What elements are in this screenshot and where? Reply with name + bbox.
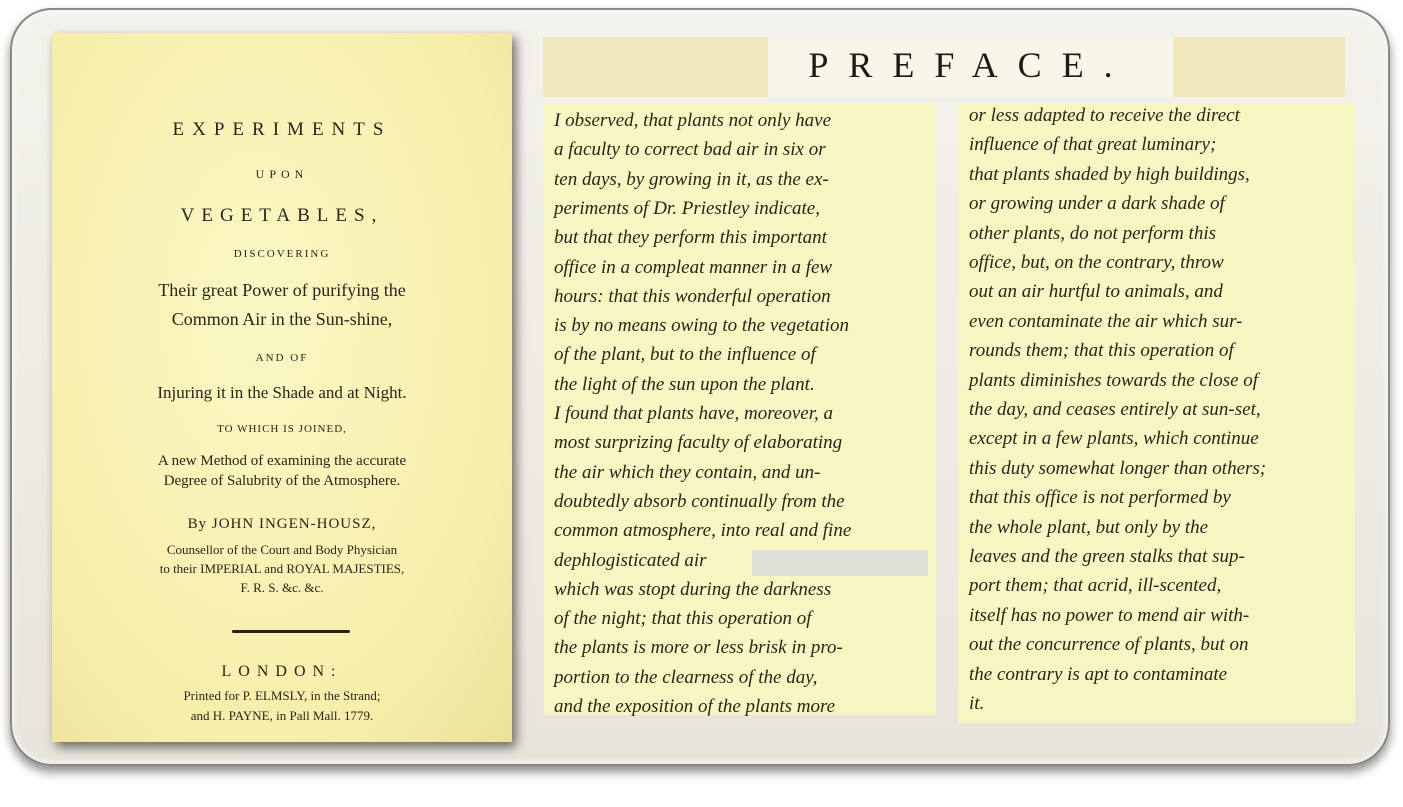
preface-text-line: portion to the clearness of the day,	[554, 666, 818, 688]
preface-text-line: it.	[969, 693, 985, 714]
preface-text-line: out the concurrence of plants, but on	[969, 634, 1249, 656]
preface-text-line: the plants is more or less brisk in pro-	[554, 637, 843, 659]
preface-text-line: even contaminate the air which sur-	[969, 310, 1243, 332]
method-line-2: Degree of Salubrity of the Atmosphere.	[163, 473, 401, 489]
preface-title: PREFACE.	[808, 45, 1133, 85]
preface-text-line: I found that plants have, moreover, a	[554, 403, 833, 424]
divider-rule	[232, 630, 350, 633]
preface-text-line: or less adapted to receive the direct	[969, 105, 1240, 126]
method-line-1: A new Method of examining the accurate	[157, 453, 407, 469]
subtitle-line-1: Their great Power of purifying the	[158, 280, 406, 300]
preface-text-line: that this office is not performed by	[969, 487, 1231, 509]
preface-text-line: influence of that great luminary;	[969, 134, 1217, 156]
preface-text-line: the contrary is apt to contaminate	[969, 663, 1228, 685]
preface-text-line: the day, and ceases entirely at sun-set,	[969, 399, 1261, 420]
preface-text-line: except in a few plants, which continue	[969, 428, 1259, 450]
title-vegetables: VEGETABLES,	[180, 205, 384, 226]
subtitle-line-3: Injuring it in the Shade and at Night.	[157, 383, 407, 402]
preface-text-line: rounds them; that this operation of	[969, 340, 1234, 362]
preface-text-line: out an air hurtful to animals, and	[969, 281, 1223, 303]
author-line: By JOHN INGEN-HOUSZ,	[187, 516, 377, 532]
preface-text-line: itself has no power to mend air with-	[969, 604, 1250, 626]
preface-text-line: other plants, do not perform this	[969, 222, 1217, 244]
title-experiments: EXPERIMENTS	[172, 119, 392, 140]
title-upon: UPON	[255, 167, 309, 181]
preface-text-line: common atmosphere, into real and fine	[554, 520, 852, 542]
preface-text-line: the whole plant, but only by the	[969, 516, 1209, 538]
preface-text-line: office in a compleat manner in a few	[554, 256, 833, 278]
preface-text-line: ten days, by growing in it, as the ex-	[554, 168, 829, 190]
preface-text-line: hours: that this wonderful operation	[554, 285, 831, 307]
title-and-of: AND OF	[255, 352, 309, 364]
preface-text-line: of the night; that this operation of	[554, 608, 812, 630]
title-discovering: DISCOVERING	[233, 248, 331, 260]
preface-text-line: leaves and the green stalks that sup-	[969, 546, 1245, 567]
imprint-city: LONDON:	[221, 663, 343, 680]
preface-text-line: is by no means owing to the vegetation	[554, 315, 849, 337]
preface-right-column	[958, 103, 1355, 723]
preface-text-line: but that they perform this important	[554, 227, 827, 249]
title-to-which-is-joined: TO WHICH IS JOINED,	[217, 423, 347, 435]
preface-text-line: doubtedly absorb continually from the	[554, 490, 845, 512]
preface-text-line: of the plant, but to the influence of	[554, 344, 816, 366]
author-title-line-1: Counsellor of the Court and Body Physician	[166, 542, 398, 557]
preface-text-line: this duty somewhat longer than others;	[969, 457, 1267, 479]
preface-text-line: plants diminishes towards the close of	[969, 369, 1259, 391]
preface-text-line: and the exposition of the plants more	[554, 696, 836, 717]
author-title-line-3: F. R. S. &c. &c.	[240, 580, 324, 595]
preface-text-line: the light of the sun upon the plant.	[554, 373, 815, 395]
title-page	[52, 33, 512, 742]
preface-text-line: that plants shaded by high buildings,	[969, 163, 1250, 185]
preface-text-line: port them; that acrid, ill-scented,	[969, 575, 1222, 597]
preface-text-line: a faculty to correct bad air in six or	[554, 139, 826, 161]
preface-left-column	[544, 103, 936, 715]
imprint-line-2: and H. PAYNE, in Pall Mall. 1779.	[190, 708, 374, 723]
preface-text-line: office, but, on the contrary, throw	[969, 252, 1224, 273]
subtitle-line-2: Common Air in the Sun-shine,	[171, 309, 393, 329]
author-title-line-2: to their IMPERIAL and ROYAL MAJESTIES,	[159, 561, 405, 576]
preface-text-line: most surprizing faculty of elaborating	[554, 432, 843, 454]
preface-text-line: the air which they contain, and un-	[554, 461, 821, 483]
excerpt-gap	[752, 550, 928, 576]
preface-text-line: or growing under a dark shade of	[969, 193, 1225, 215]
preface-text-line: which was stopt during the darkness	[554, 578, 832, 600]
preface-text-line: dephlogisticated air	[554, 549, 707, 571]
preface-text-line: I observed, that plants not only have	[554, 110, 832, 131]
imprint-line-1: Printed for P. ELMSLY, in the Strand;	[183, 688, 381, 703]
preface-text-line: periments of Dr. Priestley indicate,	[554, 197, 820, 219]
